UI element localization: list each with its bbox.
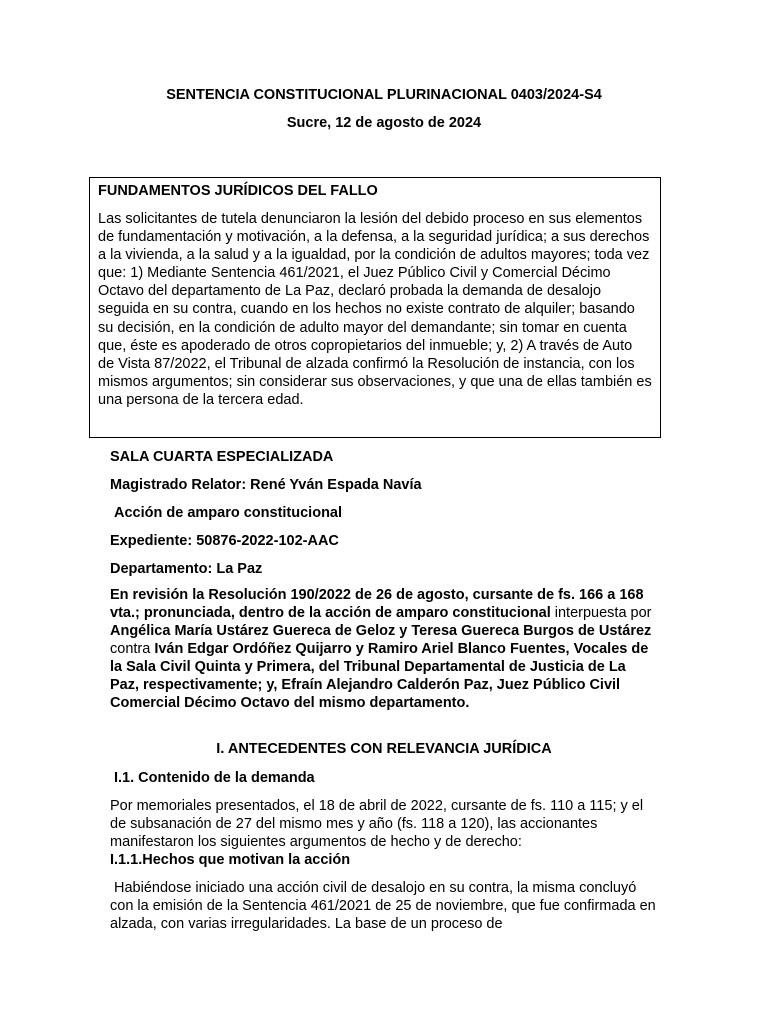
- hechos-heading: I.1.1.Hechos que motivan la acción: [110, 852, 351, 868]
- document-date: Sucre, 12 de agosto de 2024: [286, 115, 482, 131]
- fundamentos-text: Las solicitantes de tutela denunciaron la lesión del debido proceso en sus elementos de fundamentación y motivación, a la defensa, a la seguridad jurídica; a sus derechos a la vivienda, a la salud y a la igualdad, por la condición de adultos mayores; toda vez que: 1) Mediante Sentencia 461/2021, el Juez Público Civil y Comercial Décimo Octavo del departamento de La Paz, declaró probada la demanda de desalojo seguida en su contra, cuando en los hechos no existe contrato de alquiler; basando su decisión, en la condición de adulto mayor del demandante; sin tomar en cuenta que, éste es apoderado de otros copropietarios del inmueble; y, 2) A través de Auto de Vista 87/2022, el Tribunal de alzada confirmó la Resolución de instancia, con los mismos argumentos; sin considerar sus observaciones, y que una de ellas también es una persona de la tercera edad.: [98, 211, 652, 408]
- departamento-label: Departamento: La Paz: [110, 561, 263, 577]
- accion-label: Acción de amparo constitucional: [114, 505, 343, 521]
- review-resolution: En revisión la Resolución 190/2022 de 26 de agosto, cursante de fs. 166 a 168 vta.; pronunciada, dentro de la acción de amparo constitucional: [110, 587, 644, 621]
- review-demandados: Iván Edgar Ordóñez Quijarro y Ramiro Ariel Blanco Fuentes, Vocales de la Sala Civil Quinta y Primera, del Tribunal Departamental de Justicia de La Paz, respectivamente; y, Efraín Alejandro Calderón Paz, Juez Público Civil Comercial Décimo Octavo del mismo departamento.: [110, 641, 649, 711]
- magistrado-relator: Magistrado Relator: René Yván Espada Navía: [110, 477, 422, 493]
- document-title: SENTENCIA CONSTITUCIONAL PLURINACIONAL 0403/2024-S4: [166, 87, 602, 103]
- fundamentos-box: [89, 177, 661, 438]
- antecedentes-title: I. ANTECEDENTES CON RELEVANCIA JURÍDICA: [216, 741, 552, 757]
- review-connector-1: interpuesta por: [550, 605, 652, 621]
- expediente-label: Expediente: 50876-2022-102-AAC: [110, 533, 339, 549]
- review-accionantes: Angélica María Ustárez Guereca de Geloz y Teresa Guereca Burgos de Ustárez: [110, 623, 652, 639]
- review-paragraph: [110, 586, 658, 712]
- sala-label: SALA CUARTA ESPECIALIZADA: [110, 449, 334, 465]
- contenido-demanda-heading: I.1. Contenido de la demanda: [114, 770, 315, 786]
- fundamentos-heading: FUNDAMENTOS JURÍDICOS DEL FALLO: [98, 183, 378, 199]
- review-connector-2: contra: [110, 641, 155, 657]
- memoriales-paragraph: Por memoriales presentados, el 18 de abril de 2022, cursante de fs. 110 a 115; y el de subsanación de 27 del mismo mes y año (fs. 118 a 120), las accionantes manifestaron los siguientes argumentos de hecho y de derecho:: [110, 798, 644, 850]
- hechos-paragraph: Habiéndose iniciado una acción civil de desalojo en su contra, la misma concluyó con la emisión de la Sentencia 461/2021 de 25 de noviembre, que fue confirmada en alzada, con varias irregularidades. La base de un proceso de: [110, 880, 656, 932]
